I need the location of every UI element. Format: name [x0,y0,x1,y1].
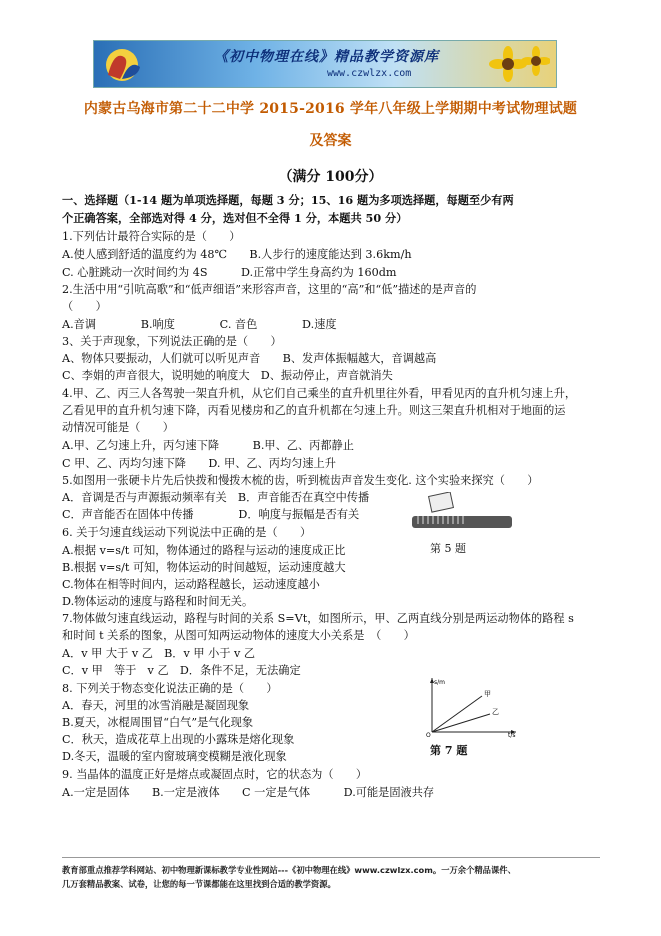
distance-time-graph [420,674,520,738]
question-8-option-b: B.夏天，冰棍周围冒“白气”是气化现象 [62,716,254,729]
site-banner [93,40,557,88]
question-7-stem-continued: 和时间 t 关系的图象，从图可知两运动物体的速度大小关系是 （ ） [62,629,415,642]
line-jia [432,696,482,732]
origin-label: O [426,732,431,738]
question-4-stem: 4.甲、乙、丙三人各驾驶一架直升机，从它们自己乘坐的直升机里往外看，甲看见丙的直升机匀速上升， [62,387,577,400]
question-5-stem: 5.如图用一张硬卡片先后快拨和慢拨木梳的齿，听到梳齿声音发生变化. 这个实验来探究（ ） [62,474,539,487]
paper-title-continued: 及答案 [309,133,352,149]
question-3-options-cd: C、李娟的声音很大，说明她的响度大 D、振动停止，声音就消失 [62,369,393,382]
site-logo-icon [100,45,144,83]
question-4-options-cd: C 甲、乙、丙均匀速下降 D. 甲、乙、丙均匀速上升 [62,457,336,470]
section-heading-continued: 个正确答案，全部选对得 4 分，选对但不全得 1 分，本题共 50 分） [62,211,408,225]
question-4-stem-continued: 乙看见甲的直升机匀速下降，丙看见楼房和乙的直升机都在匀速上升。则这三架直升机相对于地面的运 [62,404,566,417]
question-2-stem: 2.生活中用“引吭高歌”和“低声细语”来形容声音，这里的“高”和“低”描述的是声音的 [62,283,477,296]
label-jia: 甲 [484,690,491,698]
question-9-stem: 9. 当晶体的温度正好是熔点或凝固点时，它的状态为（ ） [62,768,368,781]
question-7-options-ab: A．v 甲 大于 v 乙 B．v 甲 小于 v 乙 [62,647,256,660]
question-7-options-cd: C．v 甲 等于 v 乙 D．条件不足，无法确定 [62,664,301,677]
question-6-stem: 6. 关于匀速直线运动下列说法中正确的是（ ） [62,526,312,539]
figure-7-caption: 第 7 题 [430,744,468,757]
question-3-options-ab: A、物体只要振动，人们就可以听见声音 B、发声体振幅越大，音调越高 [62,352,437,365]
question-1-stem: 1.下列估计最符合实际的是（ ） [62,230,241,243]
question-5-options-ab: A．音调是否与声源振动频率有关 B．声音能否在真空中传播 [62,491,370,504]
question-6-option-b: B.根据 v=s/t 可知，物体运动的时间越短，运动速度越大 [62,561,346,574]
axis-label-s: s/m [434,679,445,686]
question-9-options: A.一定是固体 B.一定是液体 C 一定是气体 D.可能是固液共存 [62,786,435,799]
comb-card-figure [410,492,515,532]
question-7-stem: 7.物体做匀速直线运动，路程与时间的关系 S=Vt，如图所示，甲、乙两直线分别是两运动物体的路程 s [62,612,574,625]
question-8-stem: 8. 下列关于物态变化说法正确的是（ ） [62,682,278,695]
label-yi: 乙 [492,708,499,716]
question-2-options: A.音调 B.响度 C. 音色 D.速度 [62,318,337,331]
question-6-option-a: A.根据 v=s/t 可知，物体通过的路程与运动的速度成正比 [62,544,346,557]
axis-label-t: t/s [508,732,516,738]
banner-url: www.czwlzx.com [327,68,412,79]
paper-title: 内蒙古乌海市第二十二中学 2015-2016 学年八年级上学期期中考试物理试题 [83,101,578,117]
question-8-option-c: C．秋天，造成花草上出现的小露珠是熔化现象 [62,733,295,746]
footer-line-2: 几万套精品教案、试卷，让您的每一节课都能在这里找到合适的教学资源。 [62,879,336,889]
question-6-option-c: C.物体在相等时间内，运动路程越长，运动速度越小 [62,578,320,591]
question-2-stem-continued: （ ） [62,300,107,313]
question-8-option-d: D.冬天，温暖的室内窗玻璃变模糊是液化现象 [62,750,287,763]
section-heading: 一、选择题（1-14 题为单项选择题，每题 3 分；15、16 题为多项选择题，每题至少有两 [62,193,514,207]
footer-line-1: 教育部重点推荐学科网站、初中物理新课标教学专业性网站---《初中物理在线》www.czwlzx.com。一万余个精品课件、 [62,865,516,875]
question-8-option-a: A．春天，河里的冰雪消融是凝固现象 [62,699,250,712]
question-5-options-cd: C．声音能否在固体中传播 D．响度与振幅是否有关 [62,508,360,521]
figure-5-caption: 第 5 题 [430,542,466,555]
question-1-options-cd: C. 心脏跳动一次时间约为 4S D.正常中学生身高约为 160dm [62,266,397,279]
footer-divider [62,857,600,858]
full-score: （满分 100分） [278,169,383,185]
question-4-options-ab: A.甲、乙匀速上升，丙匀速下降 B.甲、乙、丙都静止 [62,439,354,452]
question-3-stem: 3、关于声现象，下列说法正确的是（ ） [62,335,282,348]
question-4-stem-end: 动情况可能是（ ） [62,421,174,434]
banner-title: 《初中物理在线》精品教学资源库 [214,49,439,65]
sunflower-icon [486,43,550,85]
question-6-option-d: D.物体运动的速度与路程和时间无关。 [62,595,254,608]
line-yi [432,714,490,732]
question-1-options-ab: A.使人感到舒适的温度约为 48℃ B.人步行的速度能达到 3.6km/h [62,248,412,261]
